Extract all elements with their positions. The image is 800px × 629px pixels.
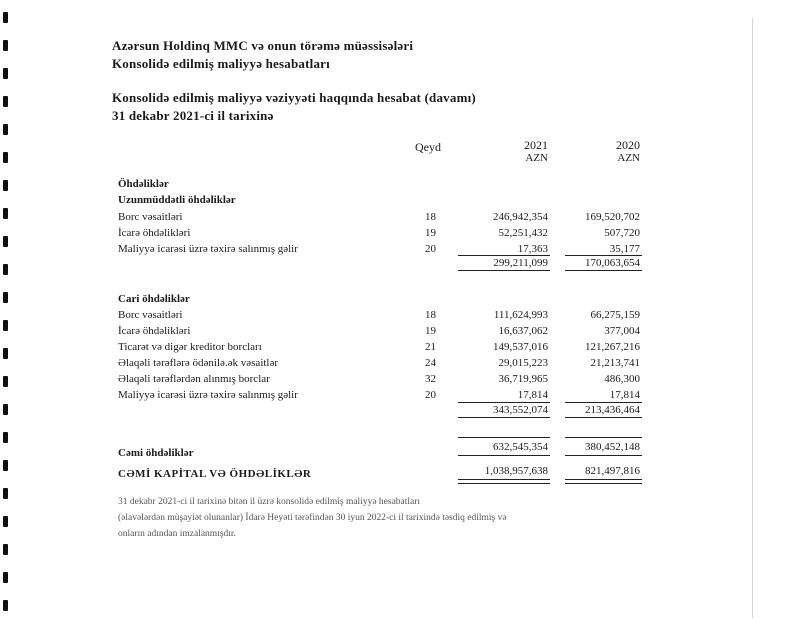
- row-value-2020: 121,267,216: [585, 341, 640, 353]
- row-value-2021: 52,251,432: [498, 227, 548, 239]
- noncurrent-total-2020: 170,063,654: [585, 257, 640, 269]
- row-label: Maliyyə icarəsi üzrə təxirə salınmış gəlir: [118, 389, 298, 401]
- col-2020-unit: AZN: [617, 152, 640, 164]
- current-total-2020: 213,436,464: [585, 404, 640, 416]
- row-label: Ticarət və digər kreditor borcları: [118, 341, 262, 353]
- row-label: İcarə öhdəlikləri: [118, 227, 191, 239]
- row-note: 20: [425, 243, 436, 255]
- row-note: 20: [425, 389, 436, 401]
- row-value-2021: 246,942,354: [493, 211, 548, 223]
- total-rule: [458, 270, 550, 271]
- row-value-2021: 111,624,993: [493, 309, 548, 321]
- col-2020-header: 2020: [616, 138, 640, 152]
- total-equity-liabilities-2020: 821,497,816: [585, 465, 640, 477]
- subtotal-rule: [565, 255, 642, 256]
- col-2021-header: 2021: [524, 138, 548, 152]
- company-name: Azərsun Holdinq MMC və onun törəmə müəssisələri: [112, 38, 414, 53]
- row-value-2020: 35,177: [609, 243, 640, 255]
- total-liabilities-2021: 632,545,354: [493, 441, 548, 453]
- liabilities-heading: Öhdəliklər: [118, 178, 169, 190]
- subtotal-rule: [565, 402, 642, 403]
- row-value-2021: 36,719,965: [498, 373, 548, 385]
- row-value-2020: 486,300: [604, 373, 640, 385]
- row-note: 19: [425, 325, 436, 337]
- report-title: Konsolidə edilmiş maliyyə vəziyyəti haqqında hesabat (davamı): [112, 90, 476, 105]
- subtotal-rule: [458, 255, 550, 256]
- total-equity-liabilities-2021: 1,038,957,638: [484, 465, 548, 477]
- row-value-2020: 21,213,741: [590, 357, 640, 369]
- row-note: 32: [425, 373, 436, 385]
- total-rule: [458, 417, 550, 418]
- grand-total-double-rule: [458, 479, 550, 484]
- subtotal-rule: [458, 437, 550, 438]
- footnote-line: (əlavələrdən müşayiət olunanlar) İdarə Heyəti tərəfindən 30 iyun 2022-ci il tarixində təsdiq edilmiş və: [118, 513, 507, 523]
- row-label: Əlaqəli tərəflərə ödənilə.ək vəsaitlər: [118, 357, 279, 369]
- current-total-2021: 343,552,074: [493, 404, 548, 416]
- row-value-2021: 17,363: [517, 243, 548, 255]
- noncurrent-total-2021: 299,211,099: [493, 257, 548, 269]
- row-label: Borc vəsaitləri: [118, 211, 183, 223]
- row-value-2021: 17,814: [517, 389, 548, 401]
- total-equity-liabilities-label: CƏMİ KAPİTAL VƏ ÖHDƏLİKLƏR: [118, 468, 312, 480]
- footnote-line: 31 dekabr 2021-ci il tarixinə bitən il üzrə konsolidə edilmiş maliyyə hesabatları: [118, 497, 421, 507]
- total-liabilities-label: Cəmi öhdəliklər: [118, 447, 194, 459]
- noncurrent-heading: Uzunmüddətli öhdəliklər: [118, 194, 236, 206]
- row-note: 18: [425, 309, 436, 321]
- report-date: 31 dekabr 2021-ci il tarixinə: [112, 108, 274, 123]
- row-label: Borc vəsaitləri: [118, 309, 183, 321]
- total-rule: [565, 417, 642, 418]
- col-2021-unit: AZN: [525, 152, 548, 164]
- row-value-2021: 29,015,223: [498, 357, 548, 369]
- row-value-2020: 377,004: [604, 325, 640, 337]
- row-note: 19: [425, 227, 436, 239]
- current-heading: Cari öhdəliklər: [118, 293, 190, 305]
- row-value-2020: 507,720: [604, 227, 640, 239]
- row-note: 24: [425, 357, 436, 369]
- row-note: 18: [425, 211, 436, 223]
- row-value-2020: 17,814: [609, 389, 640, 401]
- subtotal-rule: [458, 402, 550, 403]
- total-rule: [565, 270, 642, 271]
- row-label: Maliyyə icarəsi üzrə təxirə salınmış gəlir: [118, 243, 298, 255]
- row-note: 21: [425, 341, 436, 353]
- document-subtitle: Konsolidə edilmiş maliyyə hesabatları: [112, 56, 330, 71]
- grand-total-double-rule: [565, 479, 642, 484]
- row-label: İcarə öhdəlikləri: [118, 325, 191, 337]
- footnote-line: onların adından imzalanmışdır.: [118, 529, 236, 539]
- total-rule: [565, 455, 642, 456]
- total-rule: [458, 455, 550, 456]
- row-value-2021: 149,537,016: [493, 341, 548, 353]
- col-note-header: Qeyd: [415, 140, 441, 154]
- subtotal-rule: [565, 437, 642, 438]
- row-value-2021: 16,637,062: [498, 325, 548, 337]
- total-liabilities-2020: 380,452,148: [585, 441, 640, 453]
- row-value-2020: 66,275,159: [590, 309, 640, 321]
- row-value-2020: 169,520,702: [585, 211, 640, 223]
- row-label: Əlaqəli tərəflərdən alınmış borclar: [118, 373, 270, 385]
